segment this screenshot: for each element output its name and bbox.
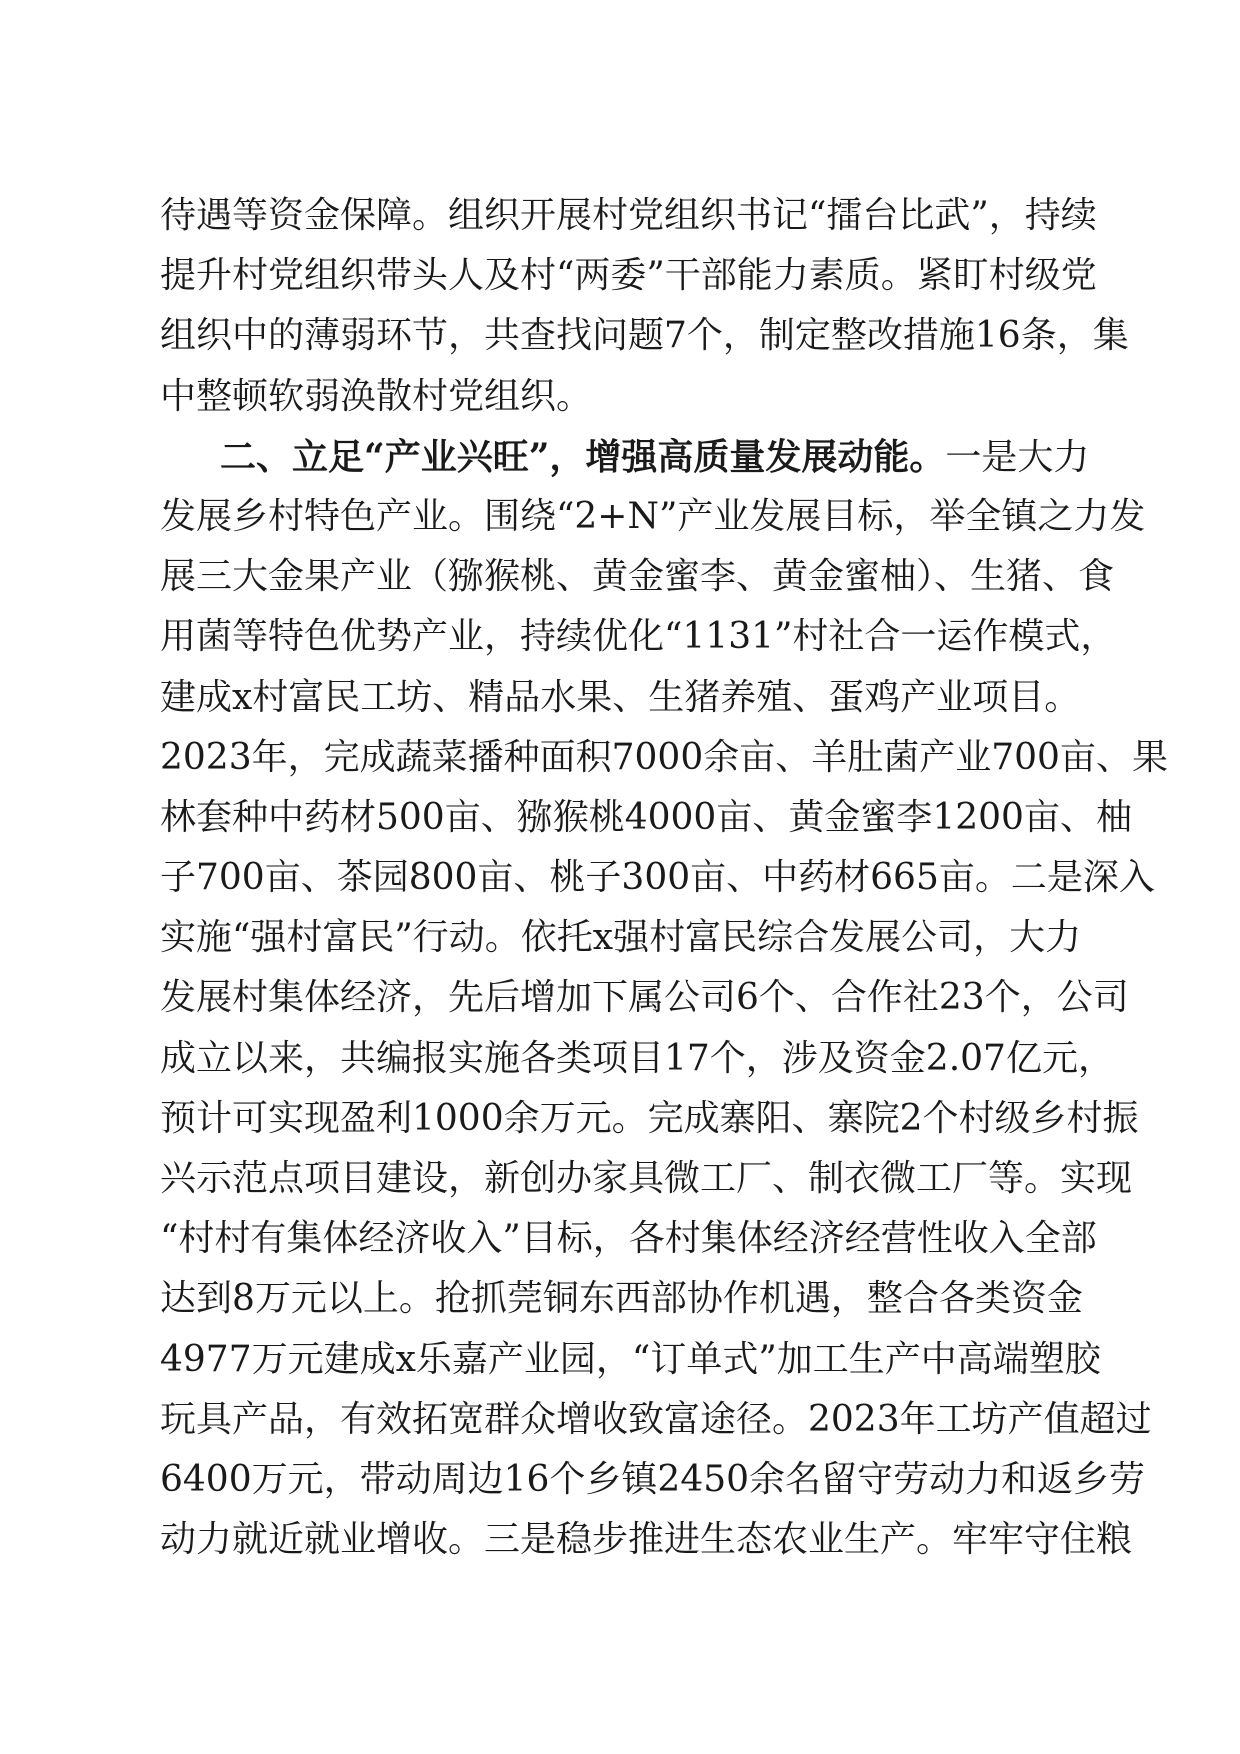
text-line: 动力就近就业增收。三是稳步推进生态农业生产。牢牢守住粮 [160, 1519, 1133, 1561]
text-line: 子700亩、茶园800亩、桃子300亩、中药材665亩。二是深入 [160, 857, 1155, 899]
text-line: 组织中的薄弱环节，共查找问题7个，制定整改措施16条，集 [160, 315, 1129, 357]
text-line: 6400万元，带动周边16个乡镇2450余名留守劳动力和返乡劳 [160, 1458, 1146, 1500]
text-line: 建成x村富民工坊、精品水果、生猪养殖、蛋鸡产业项目。 [160, 676, 1081, 718]
text-line: 发展村集体经济，先后增加下属公司6个、合作社23个，公司 [160, 977, 1129, 1019]
text-line: 中整顿软弱涣散村党组织。 [160, 375, 593, 417]
text-line: 达到8万元以上。抢抓莞铜东西部协作机遇，整合各类资金 [160, 1278, 1083, 1320]
text-line: 成立以来，共编报实施各类项目17个，涉及资金2.07亿元， [160, 1037, 1114, 1079]
text-line: 展三大金果产业（猕猴桃、黄金蜜李、黄金蜜柚）、生猪、食 [160, 556, 1115, 598]
text-line: 提升村党组织带头人及村“两委”干部能力素质。紧盯村级党 [160, 255, 1097, 297]
text-line: 兴示范点项目建设，新创办家具微工厂、制衣微工厂等。实现 [160, 1158, 1133, 1199]
section-heading-line [160, 427, 1090, 487]
text-line: 预计可实现盈利1000余万元。完成寨阳、寨院2个村级乡村振 [160, 1097, 1139, 1139]
text-line: 实施“强村富民”行动。依托x强村富民综合发展公司，大力 [160, 917, 1082, 959]
section-heading: 二、立足“产业兴旺”，增强高质量发展动能。 [220, 435, 946, 478]
text-line: 林套种中药材500亩、猕猴桃4000亩、黄金蜜李1200亩、柚 [160, 796, 1132, 838]
text-line: 待遇等资金保障。组织开展村党组织书记“擂台比武”，持续 [160, 195, 1097, 236]
text-line: 2023年，完成蔬菜播种面积7000余亩、羊肚菌产业700亩、果 [160, 736, 1168, 778]
text-line: 玩具产品，有效拓宽群众增收致富途径。2023年工坊产值超过 [160, 1398, 1152, 1440]
text-line: “村村有集体经济收入”目标，各村集体经济经营性收入全部 [160, 1218, 1097, 1260]
body-text [160, 186, 1168, 1570]
text-line: 发展乡村特色产业。围绕“2+N”产业发展目标，举全镇之力发 [160, 495, 1146, 537]
text-line: 用菌等特色优势产业，持续优化“1131”村社合一运作模式， [160, 616, 1117, 658]
text-line: 4977万元建成x乐嘉产业园，“订单式”加工生产中高端塑胶 [160, 1338, 1101, 1380]
heading-continuation: 一是大力 [945, 436, 1090, 478]
